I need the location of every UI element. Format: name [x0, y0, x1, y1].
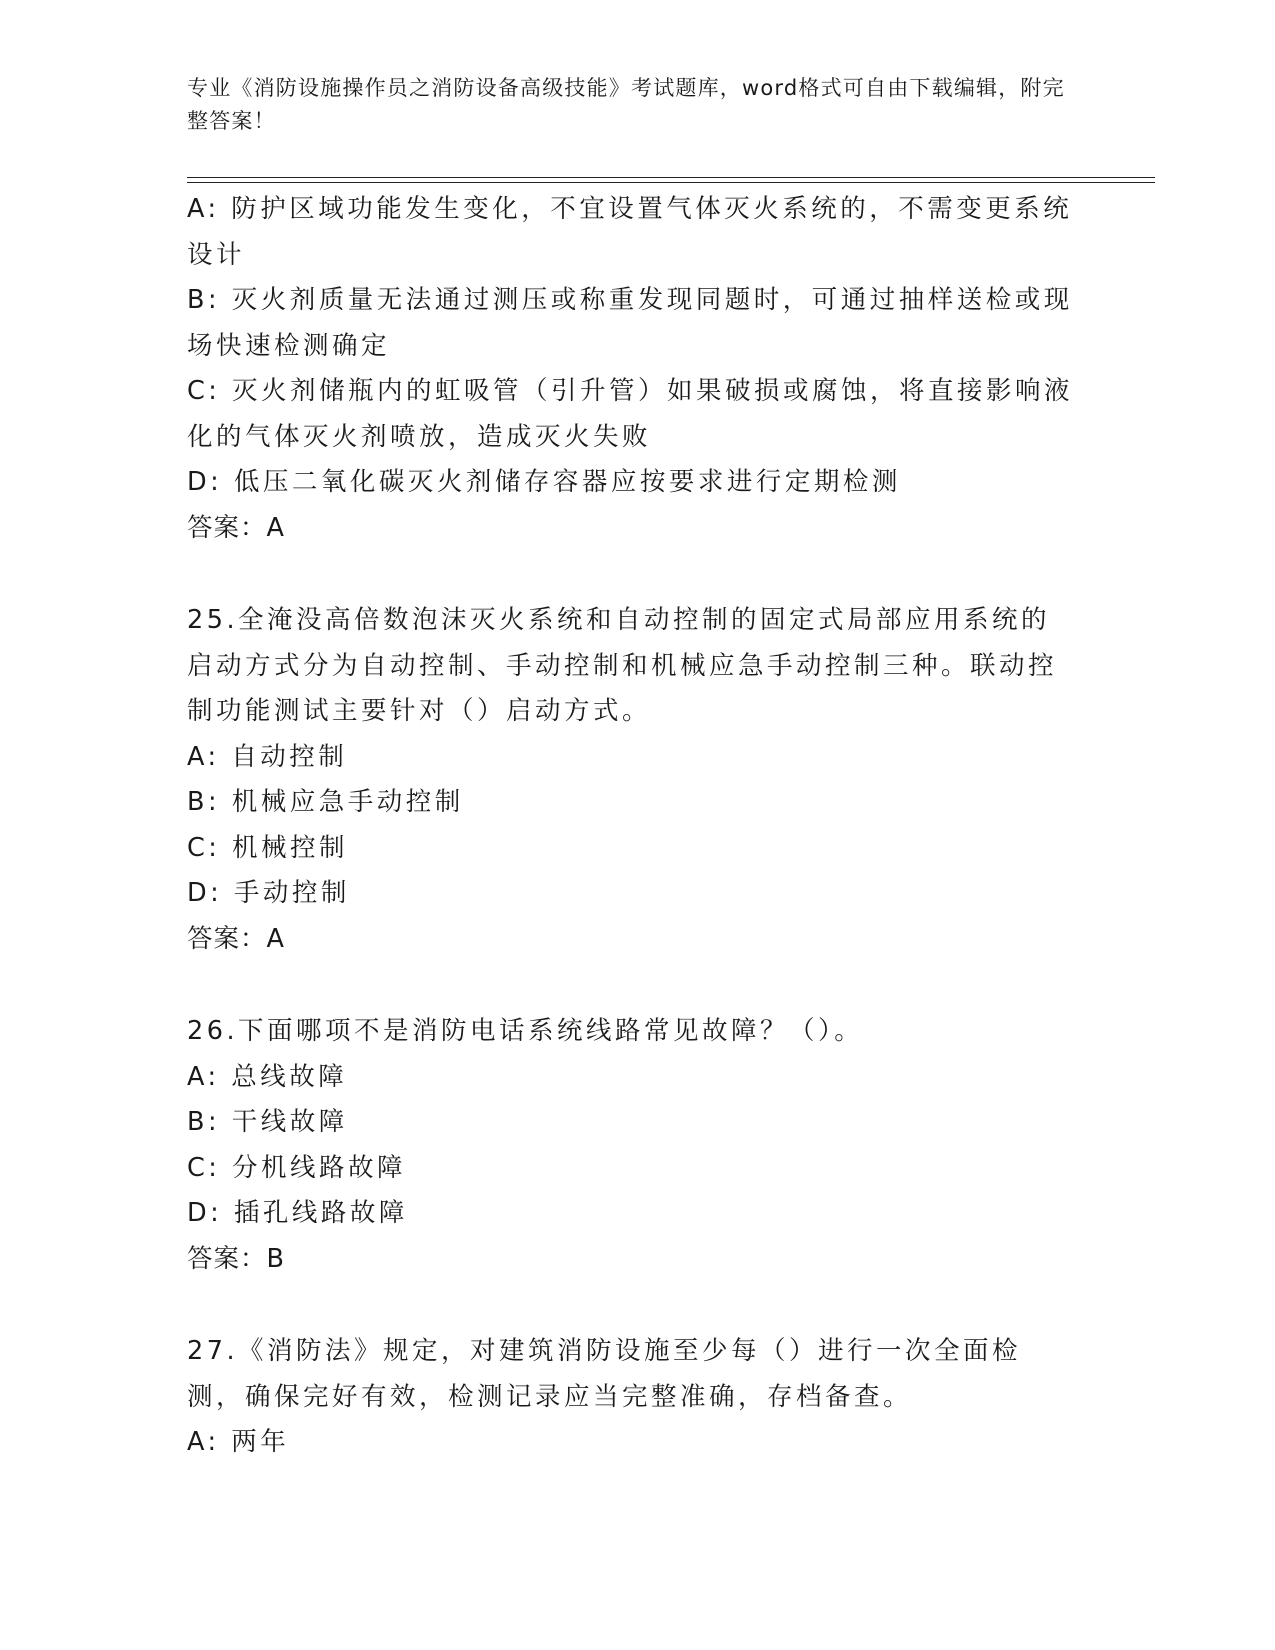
question-27 — [187, 1329, 1077, 1466]
prev-question — [187, 187, 1077, 551]
option-b: B: 机械应急手动控制 — [187, 787, 464, 817]
answer: 答案：B — [187, 1243, 285, 1274]
option-b: B: 灭火剂质量无法通过测压或称重发现同题时，可通过抽样送检或现场快速检测确定 — [187, 285, 1073, 361]
option-d: D: 插孔线路故障 — [187, 1198, 408, 1228]
question-stem: 26.下面哪项不是消防电话系统线路常见故障？（）。 — [187, 1016, 864, 1046]
question-stem: 27.《消防法》规定，对建筑消防设施至少每（）进行一次全面检测，确保完好有效，检测记录应当完整准确，存档备查。 — [187, 1336, 1022, 1412]
header-rule-top — [187, 177, 1155, 178]
spacer — [187, 962, 1077, 1009]
spacer — [187, 1282, 1077, 1329]
option-d: D: 手动控制 — [187, 878, 350, 908]
document-header: 专业《消防设施操作员之消防设备高级技能》考试题库，word格式可自由下载编辑，附完整答案！ — [187, 76, 1065, 133]
option-b: B: 干线故障 — [187, 1107, 348, 1137]
header-rule-bottom — [187, 182, 1155, 183]
option-a: A: 两年 — [187, 1427, 290, 1457]
option-c: C: 灭火剂储瓶内的虹吸管（引升管）如果破损或腐蚀，将直接影响液化的气体灭火剂喷放，造成灭火失败 — [187, 376, 1074, 452]
option-a: A: 防护区域功能发生变化，不宜设置气体灭火系统的，不需变更系统设计 — [187, 194, 1073, 270]
option-c: C: 分机线路故障 — [187, 1152, 407, 1183]
answer: 答案：A — [187, 512, 285, 543]
question-26 — [187, 1009, 1077, 1282]
option-c: C: 机械控制 — [187, 832, 349, 863]
question-stem: 25.全淹没高倍数泡沫灭火系统和自动控制的固定式局部应用系统的启动方式分为自动控制、手动控制和机械应急手动控制三种。联动控制功能测试主要针对（）启动方式。 — [187, 605, 1058, 726]
option-a: A: 自动控制 — [187, 741, 348, 772]
option-d: D: 低压二氧化碳灭火剂储存容器应按要求进行定期检测 — [187, 467, 901, 497]
answer: 答案：A — [187, 923, 285, 954]
option-a: A: 总线故障 — [187, 1061, 348, 1092]
spacer — [187, 551, 1077, 598]
question-25 — [187, 598, 1077, 962]
question-content — [187, 187, 1077, 1466]
